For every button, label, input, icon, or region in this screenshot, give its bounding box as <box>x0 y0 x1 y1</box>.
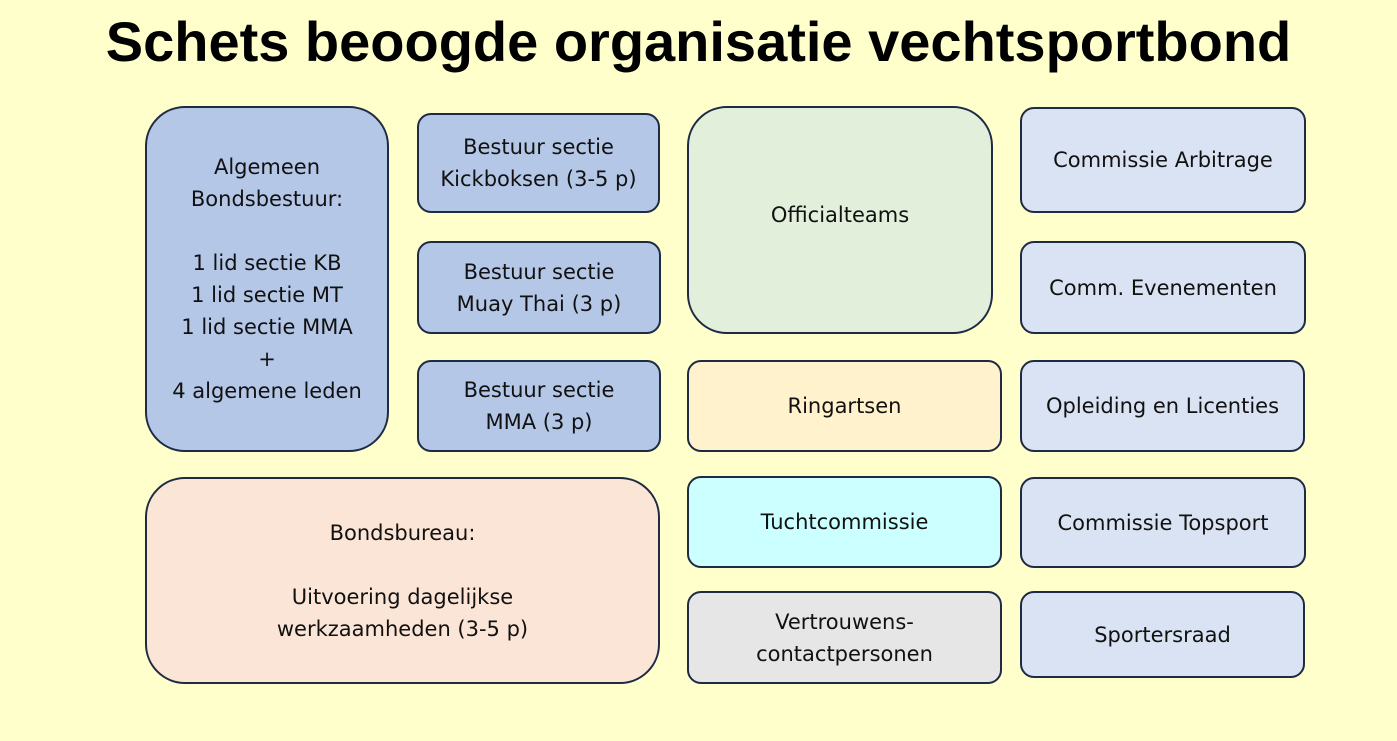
ringartsen-text: Ringartsen <box>787 394 902 418</box>
vertrouwens-text: Vertrouwens- contactpersonen <box>756 609 933 666</box>
bestuur-muay-thai-box <box>417 241 661 334</box>
tuchtcommissie-box <box>687 476 1002 568</box>
bestuur-kickboksen-box <box>417 113 660 213</box>
tuchtcommissie-text: Tuchtcommissie <box>760 510 929 534</box>
sportersraad-text: Sportersraad <box>1094 622 1231 647</box>
bestuur-muay-thai-text: Bestuur sectie Muay Thai (3 p) <box>456 259 622 316</box>
bestuur-mma-text: Bestuur sectie MMA (3 p) <box>463 378 615 434</box>
officialteams-box <box>687 106 993 334</box>
vertrouwens-box <box>687 591 1002 684</box>
opleiding-licenties-text: Opleiding en Licenties <box>1045 394 1280 418</box>
sportersraad-box <box>1020 591 1305 678</box>
commissie-arbitrage-text: Commissie Arbitrage <box>1053 148 1273 172</box>
ringartsen-box <box>687 360 1002 452</box>
algemeen-bondsbestuur-text: Algemeen Bondsbestuur: 1 lid sectie KB 1 lid sectie MT 1 lid sectie MMA + 4 algemene leden <box>172 155 362 403</box>
bondsbureau-box <box>145 477 660 684</box>
bestuur-mma-box <box>417 360 661 452</box>
commissie-topsport-box <box>1020 477 1306 568</box>
bondsbureau-text: Bondsbureau: Uitvoering dagelijkse werkzaamheden (3-5 p) <box>276 520 529 641</box>
officialteams-text: Officialteams <box>770 203 910 227</box>
page-title: Schets beoogde organisatie vechtsportbond <box>105 10 1292 73</box>
commissie-topsport-text: Commissie Topsport <box>1057 510 1269 535</box>
commissie-arbitrage-box <box>1020 107 1306 213</box>
opleiding-licenties-box <box>1020 360 1305 452</box>
bestuur-kickboksen-text: Bestuur sectie Kickboksen (3-5 p) <box>440 135 637 191</box>
algemeen-bondsbestuur-box <box>145 106 389 452</box>
comm-evenementen-box <box>1020 241 1306 334</box>
comm-evenementen-text: Comm. Evenementen <box>1049 275 1277 300</box>
